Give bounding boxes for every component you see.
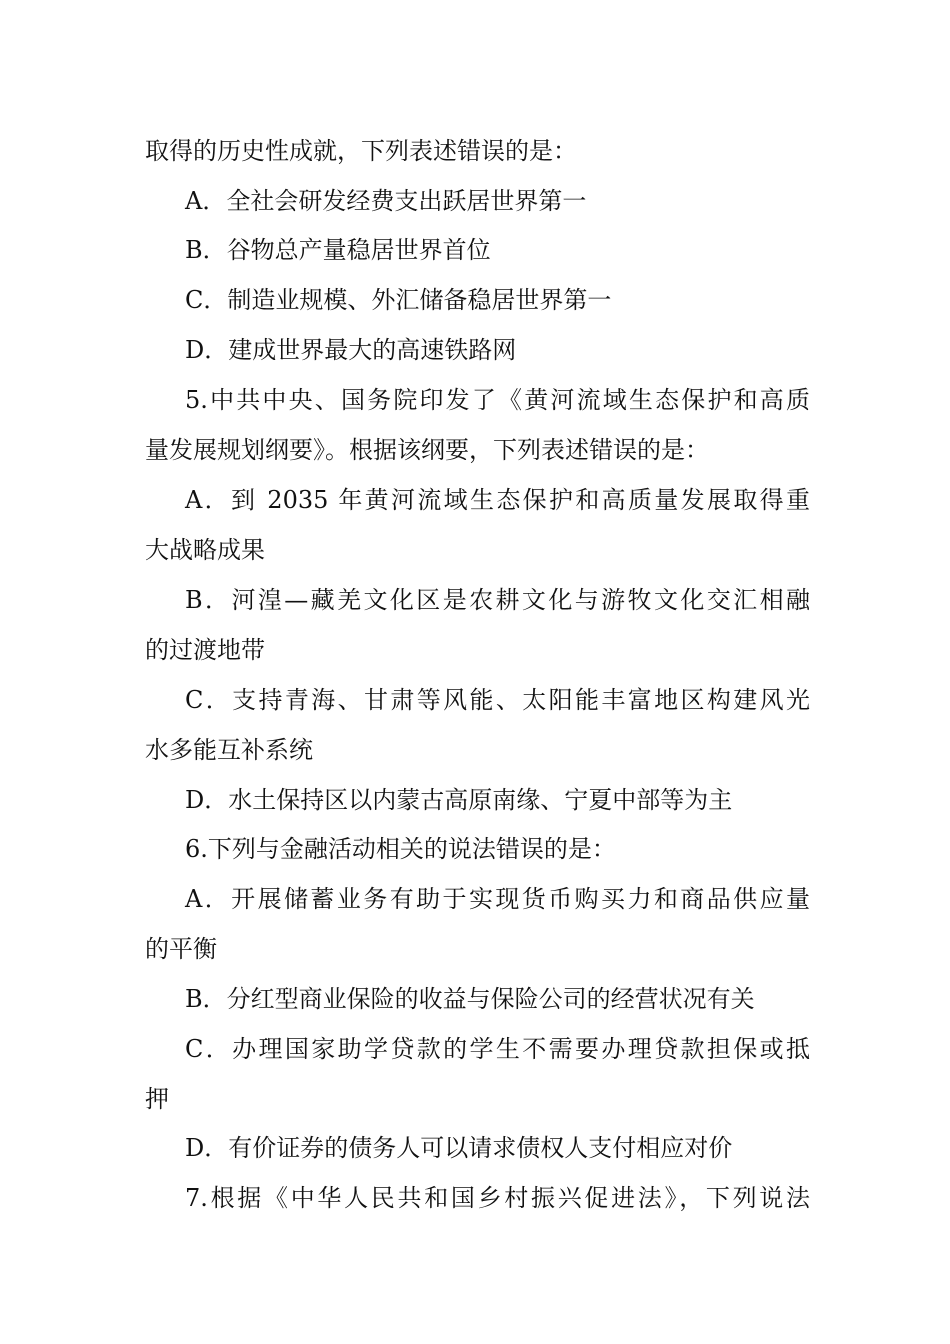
question-6-stem: 6.下列与金融活动相关的说法错误的是： — [185, 835, 616, 863]
question-7-stem: 7.根据《中华人民共和国乡村振兴促进法》，下列说法 — [185, 1184, 810, 1212]
question-5-stem-cont: 量发展规划纲要》。根据该纲要，下列表述错误的是： — [145, 436, 709, 464]
q6-option-a: A．开展储蓄业务有助于实现货币购买力和商品供应量 — [185, 885, 810, 913]
q6-option-d: D．有价证券的债务人可以请求债权人支付相应对价 — [185, 1134, 733, 1162]
q5-option-a: A．到 2035 年黄河流域生态保护和高质量发展取得重 — [185, 486, 810, 514]
q4-option-a: A．全社会研发经费支出跃居世界第一 — [185, 187, 587, 215]
q5-option-c: C．支持青海、甘肃等风能、太阳能丰富地区构建风光 — [185, 686, 810, 714]
q4-option-d: D．建成世界最大的高速铁路网 — [185, 336, 517, 364]
question-4-stem-tail: 取得的历史性成就，下列表述错误的是： — [145, 137, 577, 165]
q4-option-b: B．谷物总产量稳居世界首位 — [185, 236, 491, 264]
q6-option-a-cont: 的平衡 — [145, 935, 217, 963]
q5-option-c-cont: 水多能互补系统 — [145, 736, 313, 764]
q5-option-a-cont: 大战略成果 — [145, 536, 265, 564]
q5-option-b-cont: 的过渡地带 — [145, 636, 265, 664]
q5-option-d: D．水土保持区以内蒙古高原南缘、宁夏中部等为主 — [185, 786, 733, 814]
question-5-stem: 5.中共中央、国务院印发了《黄河流域生态保护和高质 — [185, 386, 810, 414]
q5-option-b: B．河湟—藏羌文化区是农耕文化与游牧文化交汇相融 — [185, 586, 810, 614]
q6-option-c: C．办理国家助学贷款的学生不需要办理贷款担保或抵 — [185, 1035, 810, 1063]
q4-option-c: C．制造业规模、外汇储备稳居世界第一 — [185, 286, 612, 314]
q6-option-b: B．分红型商业保险的收益与保险公司的经营状况有关 — [185, 985, 755, 1013]
q6-option-c-cont: 押 — [145, 1085, 169, 1113]
